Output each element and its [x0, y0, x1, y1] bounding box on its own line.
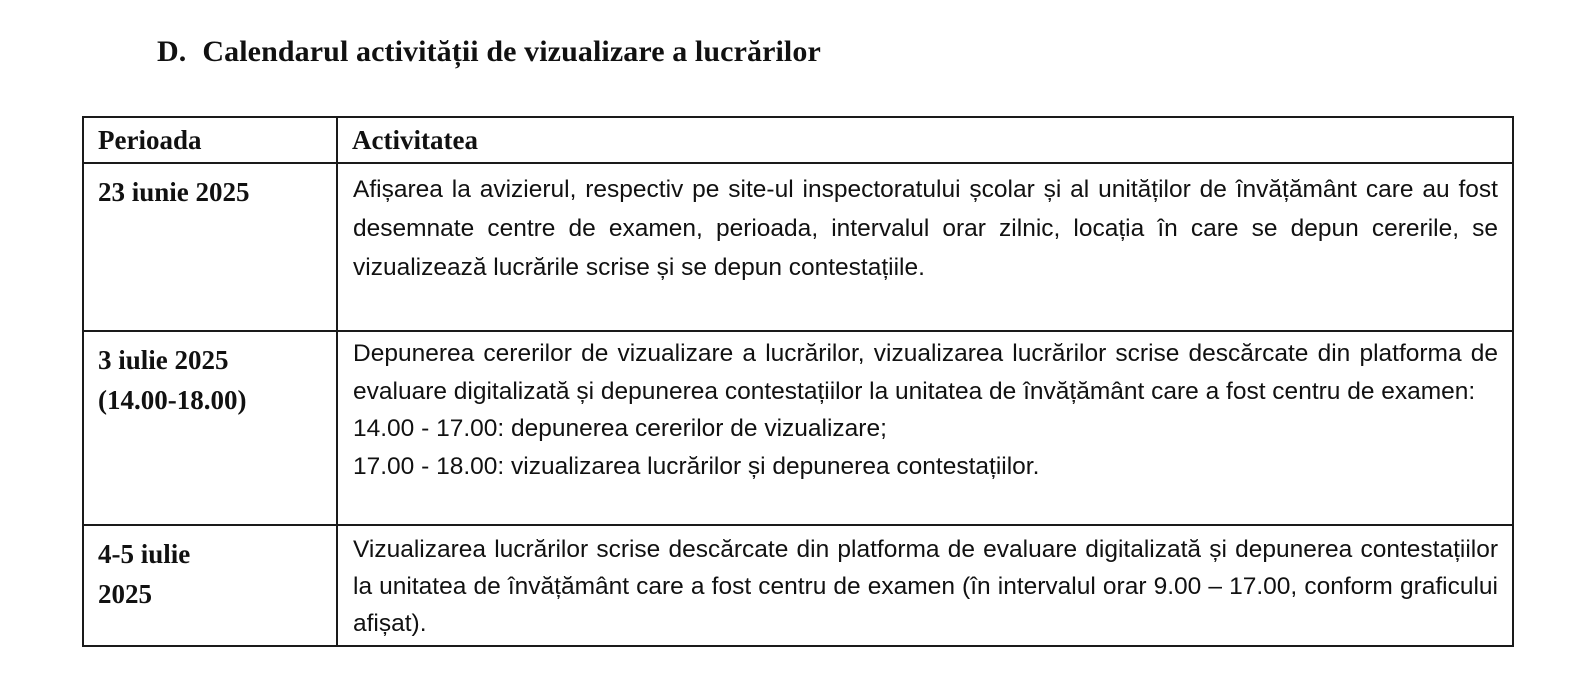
table-header-row — [83, 117, 1513, 163]
period-text-year: 2025 — [98, 579, 152, 609]
schedule-table — [82, 116, 1514, 647]
activity-text: Depunerea cererilor de vizualizare a lucrărilor, vizualizarea lucrărilor scrise descărcate din platforma de evaluare digitalizată și depunerea contestațiilor la unitatea de învățământ care a fost centru de examen: — [353, 340, 1498, 405]
activity-detail: 17.00 - 18.00: vizualizarea lucrărilor și depunerea contestațiilor. — [353, 452, 1040, 480]
activity-cell — [337, 331, 1513, 525]
table-row — [83, 331, 1513, 525]
section-heading — [157, 32, 821, 72]
period-cell — [83, 163, 337, 331]
period-text: 23 iunie 2025 — [98, 177, 250, 207]
period-cell — [83, 525, 337, 646]
header-activity: Activitatea — [337, 117, 1513, 163]
period-text: 4-5 iulie — [98, 539, 191, 569]
table-row — [83, 525, 1513, 646]
activity-cell — [337, 525, 1513, 646]
period-text: 3 iulie 2025 — [98, 345, 229, 375]
activity-cell — [337, 163, 1513, 331]
period-time-range: (14.00-18.00) — [98, 385, 247, 415]
activity-text: Afișarea la avizierul, respectiv pe site-ul inspectoratului școlar și al unităților de învățământ care au fost desemnate centre de examen, perioada, intervalul orar zilnic, locația în care se depun cererile, se vizualizează lucrările scrise și se depun contestațiile. — [353, 176, 1498, 281]
header-period: Perioada — [83, 117, 337, 163]
table-row — [83, 163, 1513, 331]
section-letter: D. — [157, 35, 187, 68]
activity-detail: 14.00 - 17.00: depunerea cererilor de vizualizare; — [353, 415, 887, 442]
section-title: Calendarul activității de vizualizare a lucrărilor — [202, 35, 821, 68]
period-cell — [83, 331, 337, 525]
activity-text: Vizualizarea lucrărilor scrise descărcate din platforma de evaluare digitalizată și depunerea contestațiilor la unitatea de învățământ care a fost centru de examen (în intervalul orar 9.00 – 17.00, conform graficului afișat). — [353, 536, 1498, 637]
